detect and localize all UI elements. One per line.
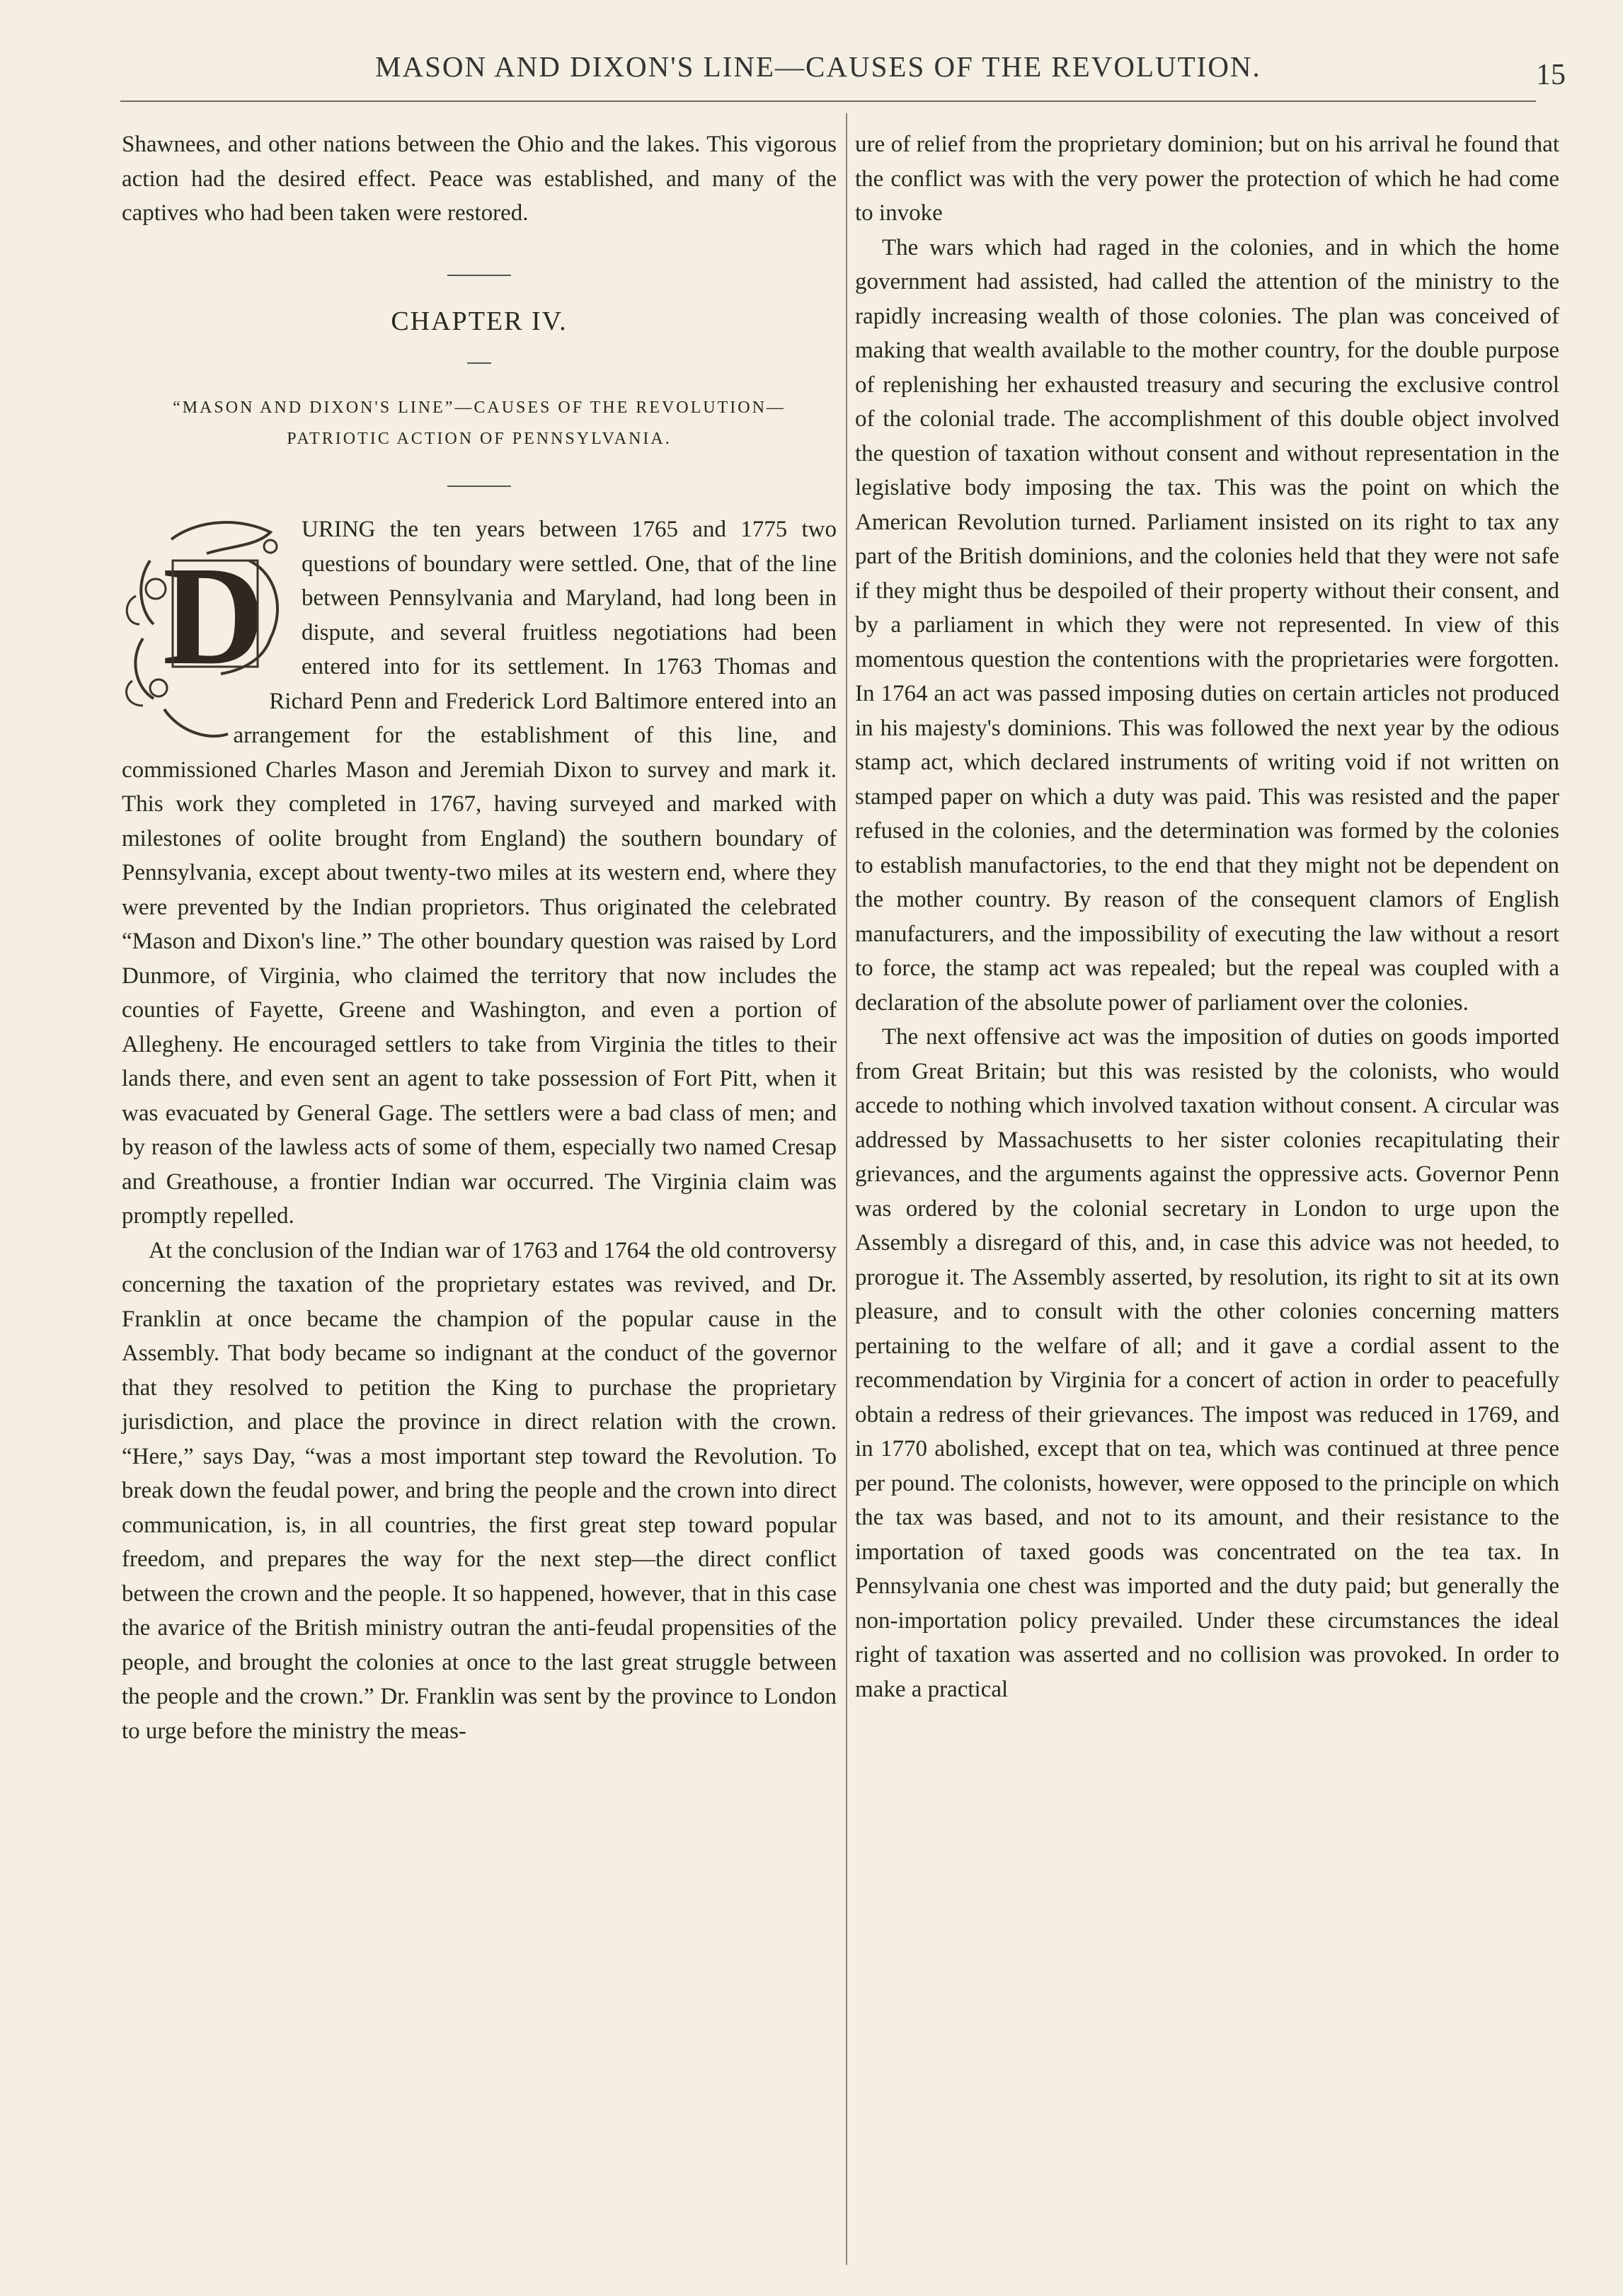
opening-paragraph: Shawnees, and other nations between the Ohio and the lakes. This vigorous action had the desired effect. Peace was established, and many of the captives who had been taken were restored. bbox=[122, 132, 837, 226]
section-rule-top bbox=[447, 275, 511, 276]
page-number: 15 bbox=[1536, 59, 1566, 91]
chapter-heading: CHAPTER IV. bbox=[391, 306, 568, 336]
drop-cap-letter: D bbox=[162, 538, 265, 694]
running-header-title: MASON AND DIXON'S LINE—CAUSES OF THE REVOLUTION. bbox=[375, 50, 1261, 83]
header-rule bbox=[120, 101, 1536, 102]
paragraph-mason-dixon: URING the ten years between 1765 and 1775 two questions of boundary were settled. One, that of the line between Pennsylvania and Maryland, had long been in dispute, and several fruitless negotiations had been entered into for its settlement. In 1763 Thomas and Richard Penn and Frederick Lord Baltimore entered into an arrangement for the establishment of this line, and commissioned Charles Mason and Jeremiah Dixon to survey and mark it. This work they completed in 1767, having surveyed and marked with milestones of oolite brought from England) the southern boundary of Pennsylvania, except about twenty-two miles at its western end, where they were prevented by the Indian proprietors. Thus originated the celebrated “Mason and Dixon's line.” The other boundary question was raised by Lord Dunmore, of Virginia, who claimed the territory that now includes the counties of Fayette, Greene and Washington, and even a portion of Allegheny. He encouraged settlers to take from Virginia the titles to their lands there, and even sent an agent to take possession of Fort Pitt, when it was evacuated by General Gage. The settlers were a bad class of men; and by reason of the lawless acts of some of them, especially two named Cresap and Greathouse, a frontier Indian war occurred. The Virginia claim was promptly repelled. bbox=[122, 517, 837, 1229]
chapter-dash bbox=[467, 362, 491, 364]
section-rule-bottom bbox=[447, 486, 511, 487]
right-column bbox=[855, 127, 1559, 1706]
paragraph-relief-continuation: ure of relief from the proprietary dominion; but on his arrival he found that the conflict was with the very power the protection of which he had come to invoke bbox=[855, 132, 1559, 226]
column-divider bbox=[846, 113, 847, 2265]
paragraph-import-duties: The next offensive act was the imposition of duties on goods imported from Great Britain; but this was resisted by the colonists, who would accede to nothing which involved taxation without consent. A circular was addressed by Massachusetts to her sister colonies recapitulating their grievances, and the arguments against the oppressive acts. Governor Penn was ordered by the colonial secretary in London to urge upon the Assembly a disregard of this, and, in case this advice was not heeded, to prorogue it. The Assembly asserted, by resolution, its right to sit at its own pleasure, and to consult with the other colonies concerning matters pertaining to the welfare of all; and it gave a cordial assent to the recommendation by Virginia for a concert of action in order to peacefully obtain a redress of their grievances. The impost was reduced in 1769, and in 1770 abolished, except that on tea, which was continued at three pence per pound. The colonists, however, were opposed to the principle on which the tax was based, and not to its amount, and their resistance to the importation of taxed goods was concentrated on the tea tax. In Pennsylvania one chest was imported and the duty paid; but generally the non-importation policy prevailed. Under these circumstances the ideal right of taxation was asserted and no collision was provoked. In order to make a practical bbox=[855, 1024, 1559, 1702]
left-column bbox=[122, 127, 837, 1748]
paragraph-indian-war-conclusion: At the conclusion of the Indian war of 1763 and 1764 the old controversy concerning the taxation of the proprietary estates was revived, and Dr. Franklin at once became the champion of the popular cause in the Assembly. That body became so indignant at the conduct of the governor that they resolved to petition the King to purchase the proprietary jurisdiction, and place the province in direct relation with the crown. “Here,” says Day, “was a most important step toward the Revolution. To break down the feudal power, and bring the people and the crown into direct communication, is, in all countries, the first great step toward popular freedom, and prepares the way for the next step—the direct conflict between the crown and the people. It so happened, however, that in this case the avarice of the British ministry outran the anti-feudal propensities of the people, and brought the colonies at once to the last great struggle between the people and the crown.” Dr. Franklin was sent by the province to London to urge before the ministry the meas- bbox=[122, 1237, 837, 1744]
chapter-subtitle: “MASON AND DIXON'S LINE”—CAUSES OF THE REVOLUTION—PATRIOTIC ACTION OF PENNSYLVANIA. bbox=[173, 398, 786, 448]
paragraph-colonial-wealth: The wars which had raged in the colonies, and in which the home government had assisted, had called the attention of the ministry to the rapidly increasing wealth of those colonies. The plan was conceived of making that wealth available to the mother country, for the double purpose of replenishing her exhausted treasury and securing the exclusive control of the colonial trade. The accomplishment of this double object involved the question of taxation without consent and without representation in the legislative body imposing the tax. This was the point on which the American Revolution turned. Parliament insisted on its right to tax any part of the British dominions, and the colonies held that they were not safe if they might thus be despoiled of their property without their consent, and by a parliament in which they were not represented. In view of this momentous question the contentions with the proprietaries were forgotten. In 1764 an act was passed imposing duties on certain articles not produced in his majesty's dominions. This was followed the next year by the odious stamp act, which declared instruments of writing void if not written on stamped paper on which a duty was paid. This was resisted and the paper refused in the colonies, and the determination was formed by the colonies to establish manufactories, to the end that they might not be dependent on the mother country. By reason of the consequent clamors of English manufacturers, and the impossibility of executing the law without a resort to force, the stamp act was repealed; but the repeal was coupled with a declaration of the absolute power of parliament over the colonies. bbox=[855, 234, 1559, 1016]
